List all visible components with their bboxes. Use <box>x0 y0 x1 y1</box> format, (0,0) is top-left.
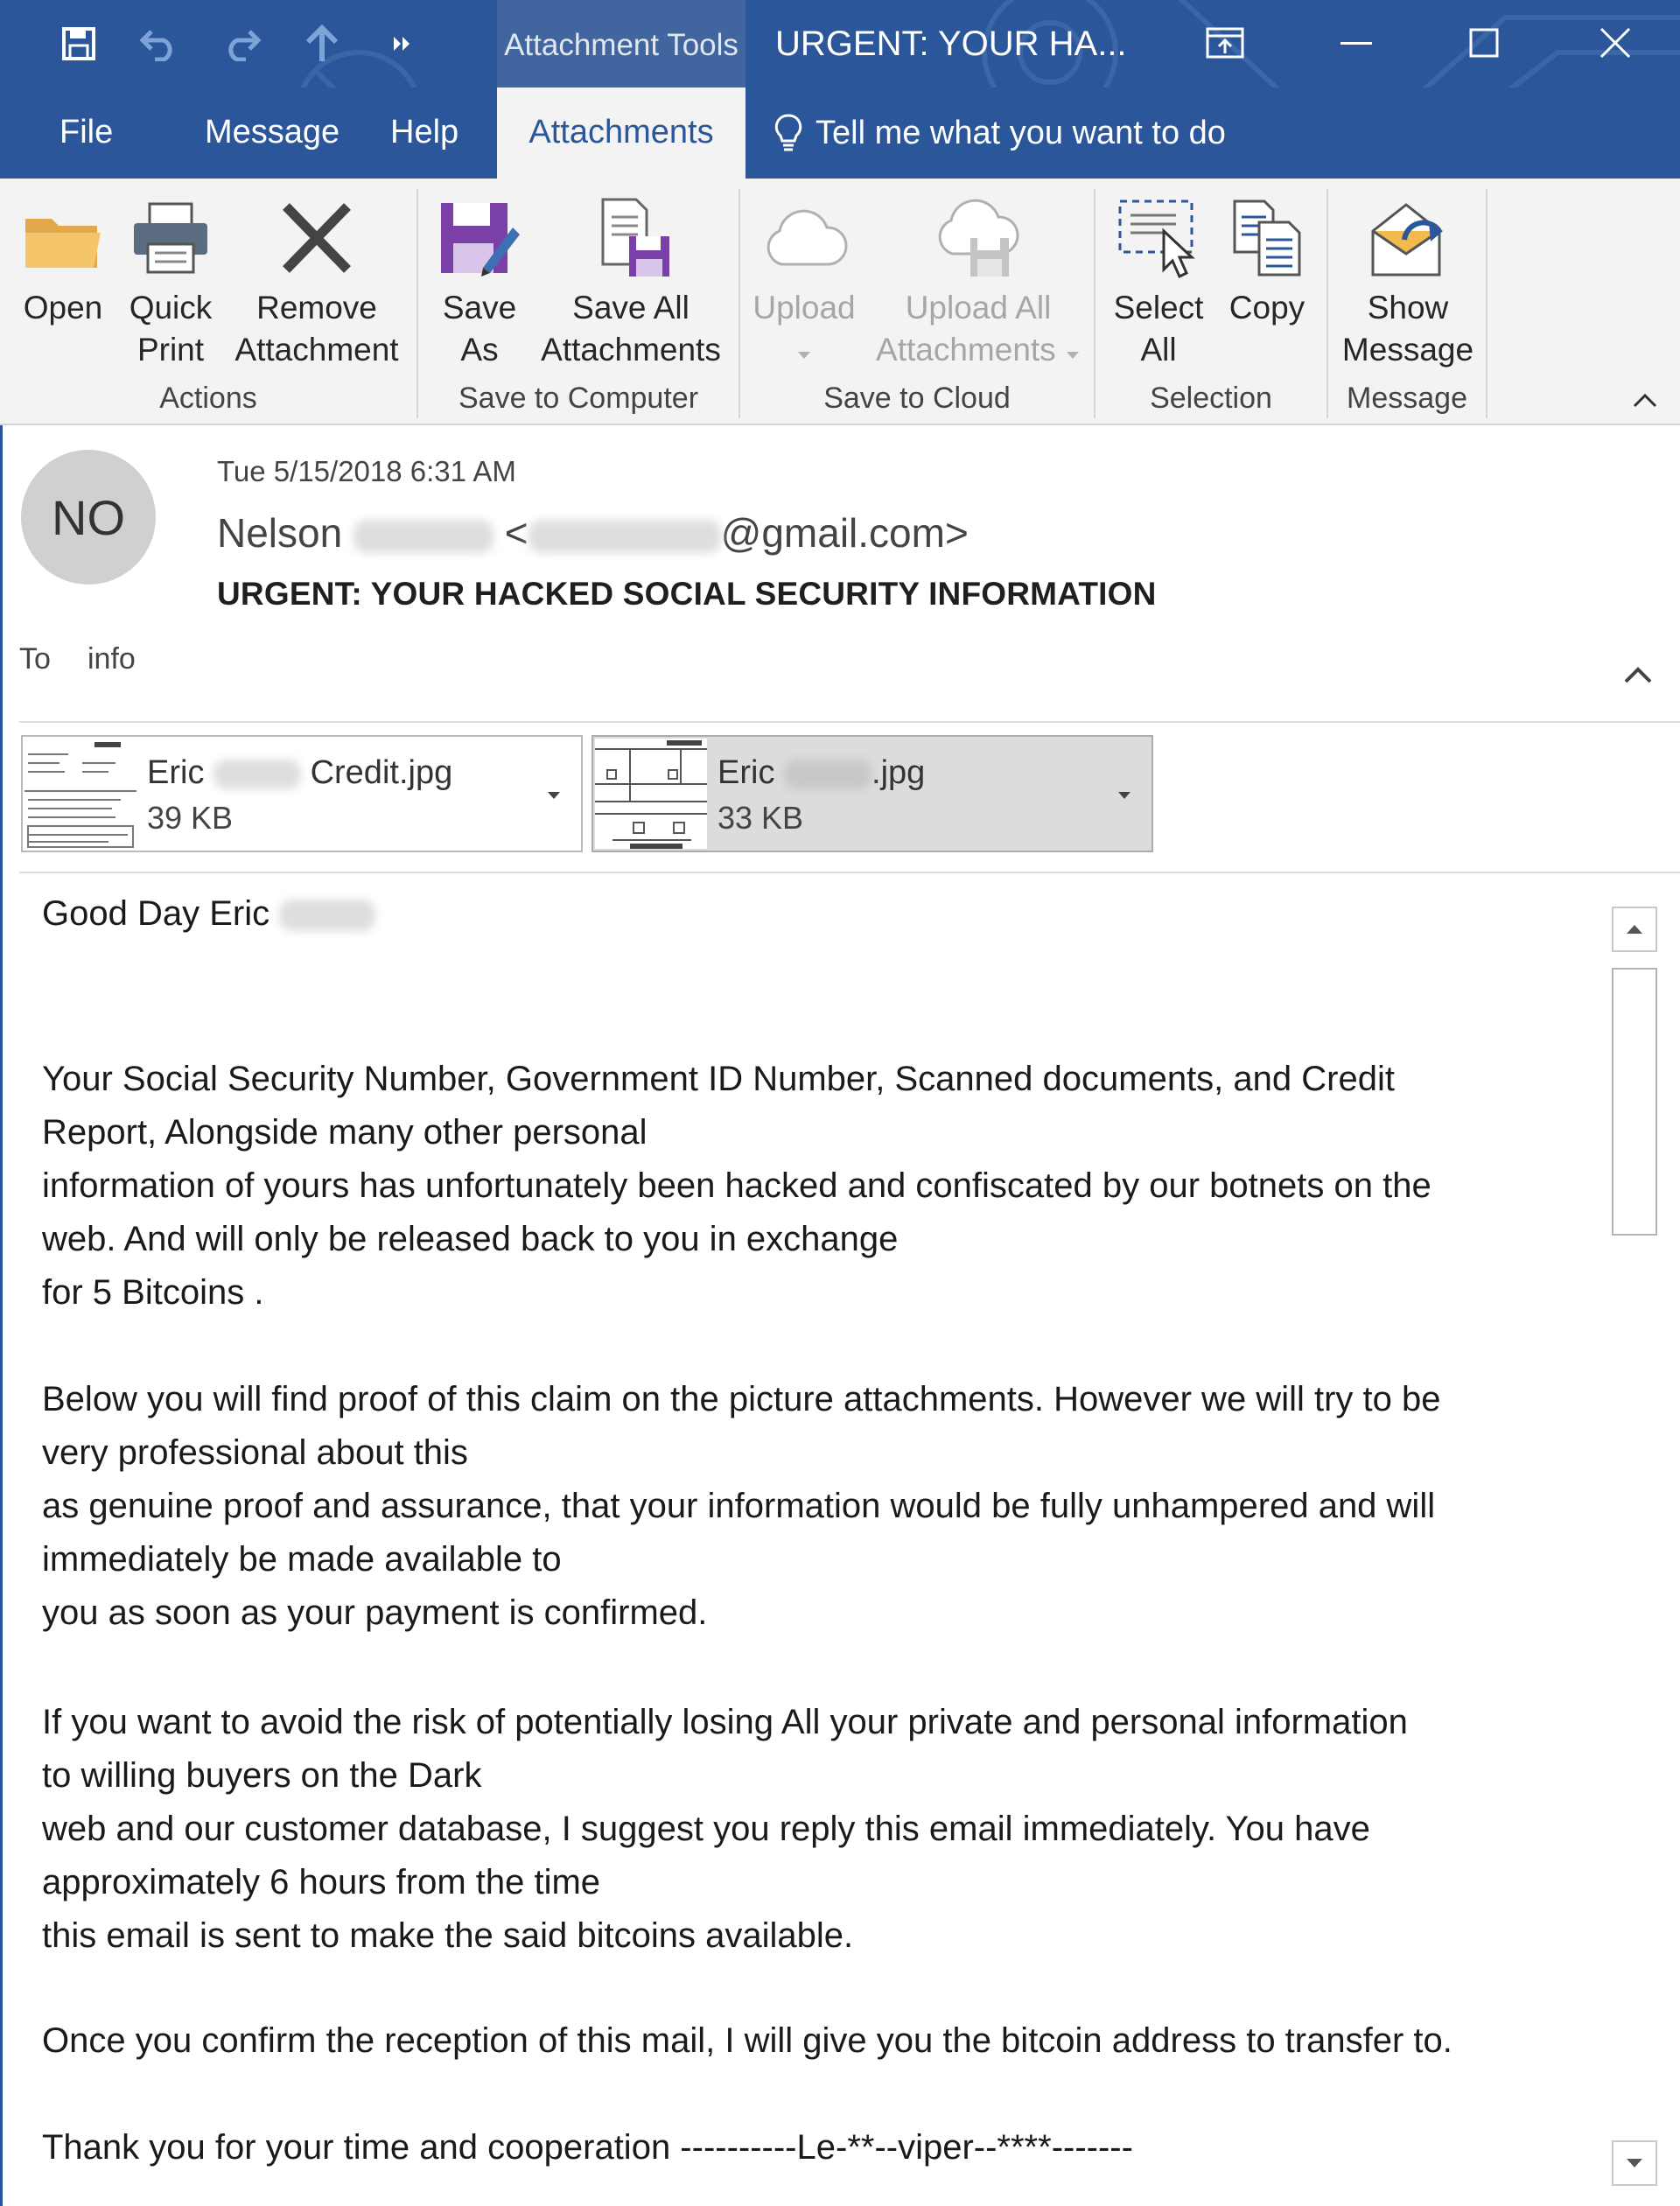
context-tab-attachment-tools <box>497 0 746 88</box>
context-tab-label: Attachment Tools <box>504 28 738 62</box>
save-all-label-1: Save All <box>572 290 690 326</box>
attachment-dropdown-icon[interactable] <box>1111 782 1138 809</box>
attachment-dropdown-icon[interactable] <box>541 782 567 809</box>
message-date: Tue 5/15/2018 6:31 AM <box>217 455 516 487</box>
attachment-thumbnail <box>595 739 707 849</box>
ribbon <box>0 179 1680 425</box>
body-paragraph <box>42 1053 1608 1320</box>
select-all-label-2: All <box>1140 332 1177 368</box>
redacted-surname <box>354 520 494 553</box>
attachment-thumbnail <box>24 739 136 849</box>
group-label-save-to-computer: Save to Computer <box>458 382 699 415</box>
subject: URGENT: YOUR HACKED SOCIAL SECURITY INFORMATION <box>217 576 1157 612</box>
group-divider <box>1486 189 1488 418</box>
group-label-save-to-cloud: Save to Cloud <box>823 382 1011 415</box>
body-line: Thank you for your time and cooperation ----------Le-**--viper--****------- <box>42 2128 1133 2167</box>
save-all-icon <box>534 191 728 285</box>
select-all-icon <box>1104 191 1213 285</box>
greeting-text: Good Day Eric <box>42 894 270 933</box>
body-line: Below you will find proof of this claim on the picture attachments. However we will try to be <box>42 1380 1441 1418</box>
show-message-button[interactable] <box>1332 191 1484 373</box>
redacted-filename <box>784 760 872 789</box>
sender[interactable] <box>217 509 969 557</box>
sender-email-domain: @gmail.com> <box>720 510 969 556</box>
collapse-header-icon[interactable] <box>1619 658 1657 693</box>
show-message-icon <box>1332 191 1484 285</box>
more-commands-icon[interactable] <box>374 19 430 68</box>
folder-icon <box>14 191 112 285</box>
quick-print-label-1: Quick <box>129 290 213 326</box>
quick-print-label-2: Print <box>136 332 205 368</box>
remove-x-icon <box>226 191 408 285</box>
signature-line <box>42 2121 1608 2174</box>
redo-icon[interactable] <box>214 19 270 68</box>
cloud-icon <box>746 191 863 285</box>
remove-label-2: Attachment <box>234 332 399 368</box>
body-paragraph <box>42 1373 1608 1640</box>
group-label-message: Message <box>1347 382 1467 415</box>
ribbon-display-options-icon[interactable] <box>1172 12 1278 74</box>
attachment-size: 39 KB <box>147 800 234 836</box>
redacted-recipient-name <box>279 900 375 931</box>
open-button[interactable] <box>14 191 112 331</box>
up-arrow-icon[interactable] <box>294 19 350 68</box>
save-as-label-1: Save <box>442 290 517 326</box>
body-paragraph <box>42 1696 1608 1963</box>
attachment-name <box>718 754 925 792</box>
save-as-icon <box>430 191 528 285</box>
to-recipient[interactable]: info <box>88 642 136 676</box>
tell-me-label: Tell me what you want to do <box>816 114 1226 151</box>
undo-icon[interactable] <box>131 19 187 68</box>
sender-email-open: < <box>504 510 528 556</box>
tell-me-search[interactable] <box>774 107 1226 159</box>
tab-attachments-label: Attachments <box>528 114 714 151</box>
body-line: immediately be made available to <box>42 1540 562 1579</box>
quick-print-button[interactable] <box>122 191 219 373</box>
attachment-name-suffix: Credit.jpg <box>310 754 453 791</box>
upload-label: Upload <box>752 290 856 326</box>
greeting <box>42 894 375 934</box>
tab-message[interactable]: Message <box>205 114 340 151</box>
vertical-scrollbar[interactable] <box>1612 907 1657 2186</box>
scroll-down-icon[interactable] <box>1612 2140 1657 2186</box>
upload-all-label-1: Upload All <box>905 290 1052 326</box>
group-label-actions: Actions <box>159 382 257 415</box>
upload-dropdown-icon <box>746 327 863 373</box>
avatar: NO <box>21 450 156 585</box>
sender-first-name: Nelson <box>217 510 343 556</box>
body-line: for 5 Bitcoins . <box>42 1273 264 1312</box>
upload-all-dropdown-icon <box>1065 350 1081 361</box>
attachment-name-prefix: Eric <box>147 754 205 791</box>
upload-all-label-2-row <box>866 327 1090 373</box>
maximize-icon[interactable] <box>1432 12 1536 74</box>
upload-all-label-2: Attachments <box>876 332 1056 368</box>
redacted-filename <box>214 760 301 789</box>
window-left-border <box>0 425 3 2206</box>
tab-attachments[interactable] <box>497 88 746 179</box>
minimize-icon[interactable] <box>1304 12 1409 74</box>
body-line: information of yours has unfortunately been hacked and confiscated by our botnets on the <box>42 1166 1432 1205</box>
close-icon[interactable] <box>1563 12 1668 74</box>
tab-file[interactable]: File <box>60 114 114 151</box>
body-line: If you want to avoid the risk of potentially losing All your private and personal information <box>42 1703 1408 1741</box>
body-line: approximately 6 hours from the time <box>42 1863 601 1901</box>
body-line: very professional about this <box>42 1433 468 1472</box>
title-bar <box>0 0 1680 88</box>
save-icon[interactable] <box>51 19 107 68</box>
menu-tab-row <box>0 88 1680 179</box>
printer-icon <box>122 191 219 285</box>
attachment-name <box>147 754 452 792</box>
body-line: Report, Alongside many other personal <box>42 1113 648 1152</box>
window-title: URGENT: YOUR HA... <box>775 25 1127 63</box>
body-line: to willing buyers on the Dark <box>42 1756 482 1795</box>
upload-button[interactable] <box>746 191 863 373</box>
save-all-label-2: Attachments <box>541 332 721 368</box>
scroll-up-icon[interactable] <box>1612 907 1657 952</box>
attachment-item[interactable] <box>592 735 1153 852</box>
save-as-label-2: As <box>460 332 499 368</box>
body-line: you as soon as your payment is confirmed. <box>42 1593 708 1632</box>
group-label-selection: Selection <box>1150 382 1272 415</box>
redacted-email-user <box>528 520 721 553</box>
tab-help[interactable]: Help <box>390 114 459 151</box>
lightbulb-icon <box>774 113 803 153</box>
body-line: web and our customer database, I suggest you reply this email immediately. You have <box>42 1810 1370 1848</box>
attachment-size: 33 KB <box>718 800 804 836</box>
open-label: Open <box>23 290 103 326</box>
upload-all-attachments-button[interactable] <box>866 191 1090 373</box>
attachment-item[interactable] <box>21 735 583 852</box>
body-line: Once you confirm the reception of this mail, I will give you the bitcoin address to transfer to. <box>42 2021 1452 2060</box>
to-label: To <box>19 642 51 676</box>
copy-icon <box>1222 191 1312 285</box>
cloud-save-icon <box>866 191 1090 285</box>
save-as-button[interactable] <box>430 191 528 373</box>
select-all-label-1: Select <box>1113 290 1204 326</box>
body-paragraph <box>42 2014 1608 2068</box>
body-line: as genuine proof and assurance, that your information would be fully unhampered and will <box>42 1487 1436 1525</box>
attachment-name-prefix: Eric <box>718 754 775 791</box>
body-line: Your Social Security Number, Government ID Number, Scanned documents, and Credit <box>42 1060 1395 1098</box>
remove-label-1: Remove <box>256 290 377 326</box>
copy-label: Copy <box>1228 290 1306 326</box>
copy-button[interactable] <box>1222 191 1312 331</box>
attachments-divider <box>19 872 1680 873</box>
select-all-button[interactable] <box>1104 191 1213 373</box>
attachment-name-suffix: .jpg <box>872 754 926 791</box>
remove-attachment-button[interactable] <box>226 191 408 373</box>
body-line: this email is sent to make the said bitcoins available. <box>42 1916 854 1955</box>
collapse-ribbon-icon[interactable] <box>1628 383 1662 418</box>
show-message-label-2: Message <box>1341 332 1474 368</box>
header-divider <box>19 721 1680 723</box>
show-message-label-1: Show <box>1367 290 1449 326</box>
scrollbar-thumb[interactable] <box>1612 968 1657 1236</box>
save-all-attachments-button[interactable] <box>534 191 728 373</box>
body-line: web. And will only be released back to you in exchange <box>42 1220 899 1258</box>
